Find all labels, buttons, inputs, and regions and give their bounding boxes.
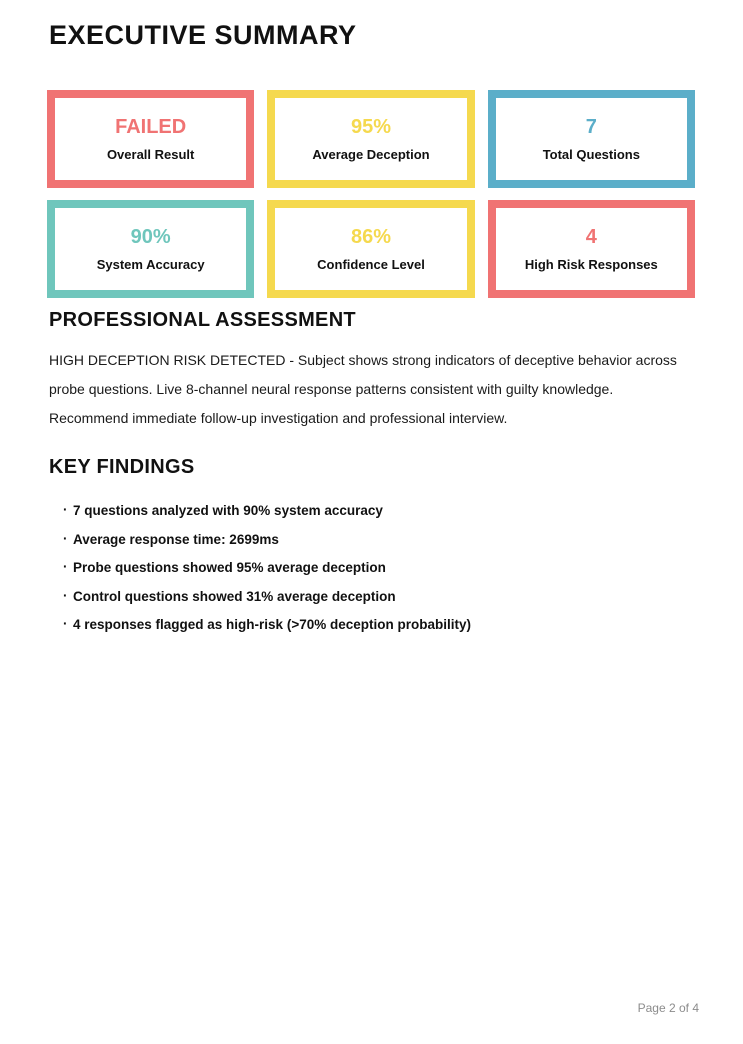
findings-list (49, 504, 695, 632)
finding-item: · Average response time: 2699ms (63, 533, 695, 547)
metric-card-confidence-level (267, 200, 474, 298)
metric-label: Overall Result (106, 147, 195, 162)
metric-label: High Risk Responses (524, 257, 658, 272)
metric-label: Confidence Level (317, 257, 425, 272)
page-title: EXECUTIVE SUMMARY (49, 20, 357, 50)
finding-item: · 7 questions analyzed with 90% system accuracy (63, 504, 695, 518)
metric-value: 90% (130, 226, 171, 248)
metric-label: System Accuracy (96, 257, 205, 272)
metric-value: 86% (350, 226, 391, 248)
metric-card-average-deception (267, 90, 474, 188)
metric-card-high-risk-responses (488, 200, 695, 298)
assessment-heading: PROFESSIONAL ASSESSMENT (49, 309, 356, 331)
metric-value: FAILED (115, 116, 187, 138)
metric-label: Average Deception (312, 147, 430, 162)
findings-heading: KEY FINDINGS (49, 456, 195, 478)
metric-value: 4 (585, 226, 597, 248)
findings-section (49, 456, 695, 632)
assessment-body: HIGH DECEPTION RISK DETECTED - Subject shows strong indicators of deceptive behavior across probe questions. Live 8-channel neural response patterns consistent with guilty knowledge. Recommend immediate follow-up investigation and professional interview. (49, 352, 677, 426)
metric-card-overall-result (47, 90, 254, 188)
page-number: Page 2 of 4 (637, 1001, 699, 1015)
metric-card-system-accuracy (47, 200, 254, 298)
metric-value: 95% (350, 116, 391, 138)
finding-item: · 4 responses flagged as high-risk (>70% deception probability) (63, 618, 695, 632)
metric-card-total-questions (488, 90, 695, 188)
finding-item: · Control questions showed 31% average deception (63, 590, 695, 604)
finding-item: · Probe questions showed 95% average deception (63, 561, 695, 575)
metric-label: Total Questions (542, 147, 640, 162)
metric-value: 7 (585, 116, 597, 138)
assessment-section (49, 309, 695, 433)
metrics-grid (47, 90, 695, 298)
